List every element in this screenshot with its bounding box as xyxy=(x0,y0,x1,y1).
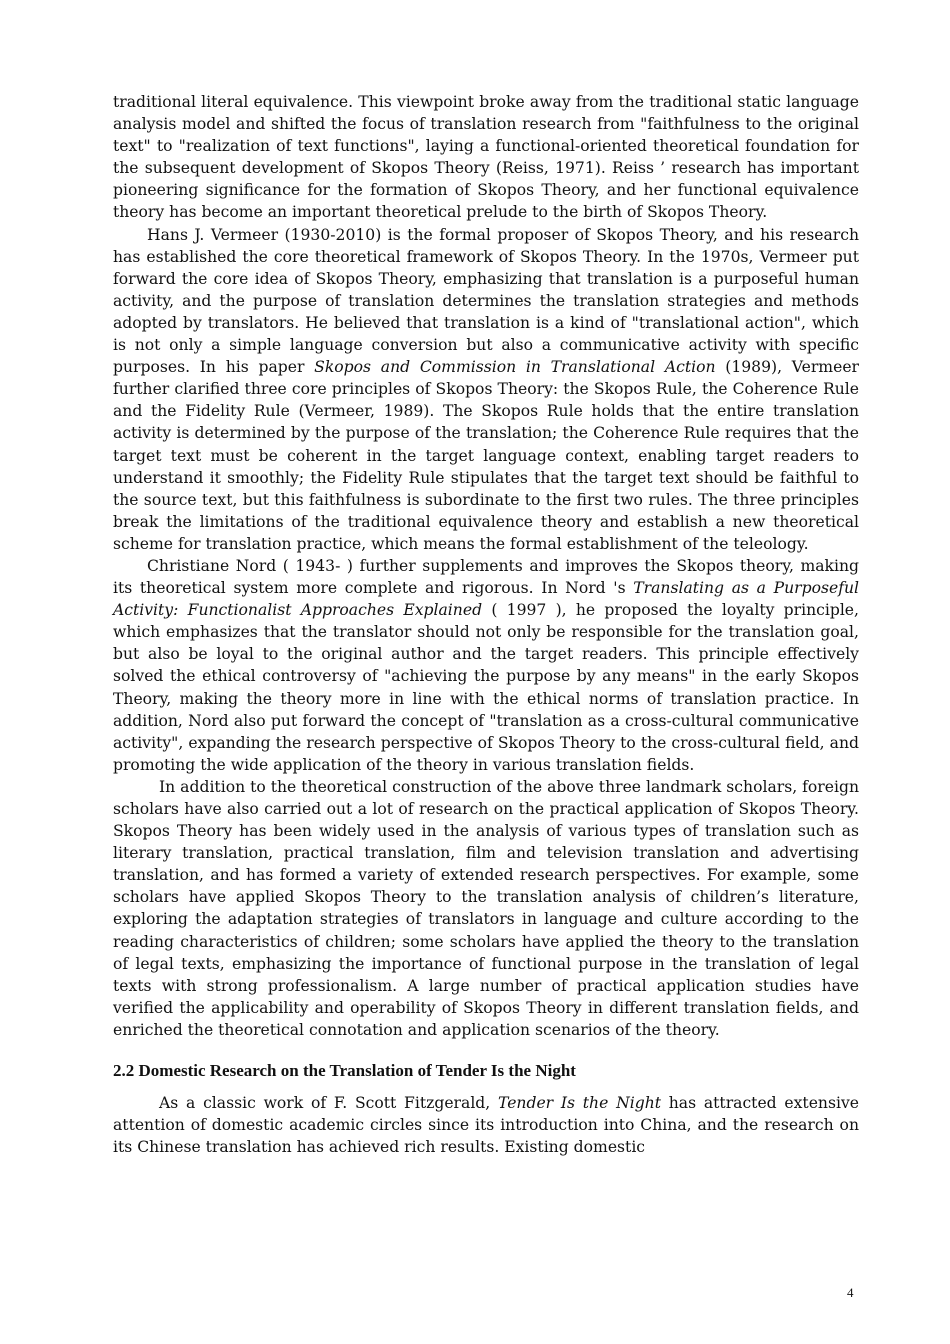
paragraph-domestic-research xyxy=(113,1092,859,1158)
paragraph-text: (1989), Vermeer further clarified three core principles of Skopos Theory: the Skopos Rule, the Coherence Rule and the Fidelity Rule (Vermeer, 1989). The Skopos Rule holds that the entire translation activity is determined by the purpose of the translation; the Coherence Rule requires that the target text must be coherent in the target language context, enabling target readers to understand it smoothly; the Fidelity Rule stipulates that the target text should be faithful to the source text, but this faithfulness is subordinate to the first two rules. The three principles break the limitations of the traditional equivalence theory and establish a new theoretical scheme for translation practice, which means the formal establishment of the teleology. xyxy=(113,358,860,553)
paragraph-nord xyxy=(113,555,859,776)
page-number: 4 xyxy=(847,1285,854,1300)
paragraph-vermeer xyxy=(113,224,859,555)
paragraph-text: In addition to the theoretical construction of the above three landmark scholars, foreign scholars have also carried out a lot of research on the practical application of Skopos Theory. Skopos Theory has been widely used in the analysis of various types of translation such as literary translation, practical translation, film and television translation and advertising translation, and has formed a variety of extended research perspectives. For example, some scholars have applied Skopos Theory to the translation analysis of children’s literature, exploring the adaptation strategies of translators in language and culture according to the reading characteristics of children; some scholars have applied the theory to the translation of legal texts, emphasizing the importance of functional purpose in the translation of legal texts with strong professionalism. A large number of practical application studies have verified the applicability and operability of Skopos Theory in different translation fields, and enriched the theoretical connotation and application scenarios of the theory. xyxy=(113,777,859,1039)
paragraph-text: Hans J. Vermeer (1930-2010) is the formal proposer of Skopos Theory, and his research has established the core theoretical framework of Skopos Theory. In the 1970s, Vermeer put forward the core idea of Skopos Theory, emphasizing that translation is a purposeful human activity, and the purpose of translation determines the translation strategies and methods adopted by translators. He believed that translation is a kind of "translational action", which is not only a simple language conversion but also a communicative activity with specific purposes. In his paper xyxy=(113,225,859,377)
section-heading: 2.2 Domestic Research on the Translation of Tender Is the Night xyxy=(113,1061,576,1081)
paragraph-text: ( 1997 ), he proposed the loyalty principle, which emphasizes that the translator should not only be responsible for the translation goal, but also be loyal to the original author and the target readers. This principle effectively solved the ethical controversy of "achieving the purpose by any means" in the early Skopos Theory, making the theory more in line with the ethical norms of translation practice. In addition, Nord also put forward the concept of "translation as a cross-cultural communicative activity", expanding the research perspective of Skopos Theory to the cross-cultural field, and promoting the wide application of the theory in various translation fields. xyxy=(113,601,859,774)
paragraph-reiss-conclusion xyxy=(113,91,859,224)
body-text xyxy=(113,91,859,1158)
cited-work-title: Translating as a Purposeful Activity: Functionalist Approaches Explained xyxy=(113,579,860,620)
paragraph-text: Christiane Nord ( 1943- ) further supplements and improves the Skopos theory, making its theoretical system more complete and rigorous. In Nord 's xyxy=(113,556,859,598)
paragraph-applications xyxy=(113,776,859,1041)
novel-title: Tender Is the Night xyxy=(498,1094,662,1113)
paragraph-text: As a classic work of F. Scott Fitzgerald, xyxy=(159,1094,498,1113)
cited-work-title: Skopos and Commission in Translational Action xyxy=(314,358,716,377)
paragraph-text: traditional literal equivalence. This viewpoint broke away from the traditional static language analysis model and shifted the focus of translation research from "faithfulness to the original text" to "realization of text functions", laying a functional-oriented theoretical foundation for the subsequent development of Skopos Theory (Reiss, 1971). Reiss ’ research has important pioneering significance for the formation of Skopos Theory, and her functional equivalence theory has become an important theoretical prelude to the birth of Skopos Theory. xyxy=(113,93,859,222)
paragraph-text: has attracted extensive attention of domestic academic circles since its introduction into China, and the research on its Chinese translation has achieved rich results. Existing domestic xyxy=(113,1094,859,1157)
